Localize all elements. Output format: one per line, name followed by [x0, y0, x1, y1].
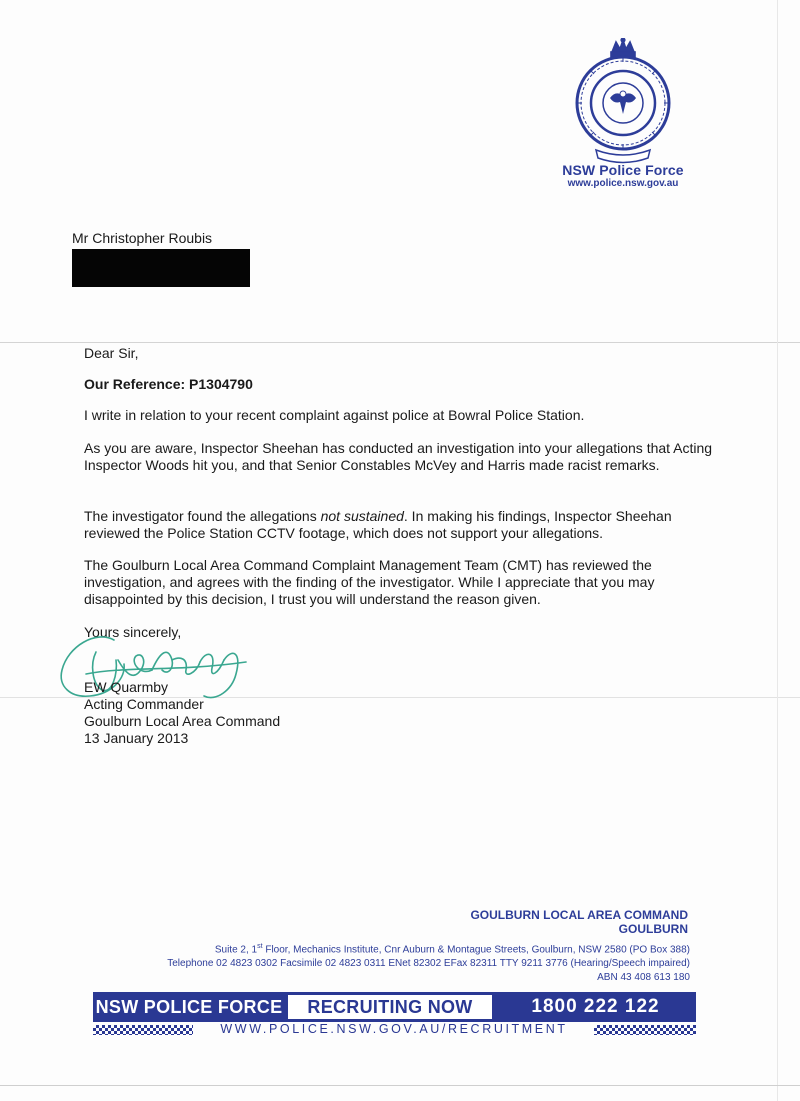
footer-office: [470, 908, 688, 936]
contact-numbers: Telephone 02 4823 0302 Facsimile 02 4823 0311 ENet 82302 EFax 82311 TTY 9211 3776 (Hearing/Speech impaired): [167, 958, 690, 970]
street-address: [167, 940, 690, 957]
checker-pattern: [93, 1025, 193, 1035]
body-paragraph-3: [84, 508, 724, 542]
address-text: Suite 2, 1: [214, 944, 258, 956]
body-paragraph-4: The Goulburn Local Area Command Complaint Management Team (CMT) has reviewed the investigation, and agrees with the finding of the investigator. While I appreciate that you may disappointed by this decision, I trust you will understand the reason given.: [84, 557, 655, 607]
paragraph-text: The investigator found the allegations: [84, 508, 321, 524]
reference-number: Our Reference: P1304790: [84, 376, 253, 392]
office-name: GOULBURN LOCAL AREA COMMAND: [470, 908, 688, 922]
footer-address: [167, 940, 690, 985]
paragraph-text: . In making his findings, Inspector Sheehan reviewed the Police Station CCTV footage, which does not support your allegations.: [84, 508, 672, 541]
brand-name: NSW Police Force: [562, 162, 684, 178]
address-text: Floor, Mechanics Institute, Cnr Auburn & Montague Streets, Goulburn, NSW 2580 (PO Box 388): [262, 944, 690, 956]
banner-force-name: NSW POLICE FORCE: [95, 996, 283, 1017]
closing: Yours sincerely,: [84, 624, 182, 640]
paper-fold-line: [0, 342, 800, 343]
salutation: Dear Sir,: [84, 345, 139, 361]
nsw-police-crest-logo: [560, 38, 686, 168]
brand-url: www.police.nsw.gov.au: [567, 178, 679, 189]
checker-pattern: [594, 1025, 696, 1035]
signatory-title: Acting Commander: [84, 696, 204, 712]
signatory-command: Goulburn Local Area Command: [84, 713, 281, 729]
signatory-name: EW Quarmby: [84, 679, 169, 695]
redacted-address-block: [72, 249, 250, 287]
body-paragraph-2: As you are aware, Inspector Sheehan has conducted an investigation into your allegations that Acting Inspector Woods hit you, and that Senior Constables McVey and Harris made racist remarks.: [84, 440, 713, 473]
office-city: GOULBURN: [618, 922, 688, 936]
recipient-name: Mr Christopher Roubis: [72, 230, 213, 246]
banner-phone-number: 1800 222 122: [531, 996, 660, 1017]
address-superscript: st: [257, 943, 263, 950]
recruiting-banner: [93, 992, 696, 1022]
body-paragraph-1: I write in relation to your recent complaint against police at Bowral Police Station.: [84, 407, 585, 423]
recruitment-url: WWW.POLICE.NSW.GOV.AU/RECRUITMENT: [220, 1022, 568, 1036]
abn: ABN 43 408 613 180: [597, 972, 690, 984]
finding-emphasis: not sustained: [320, 508, 404, 524]
letter-date: 13 January 2013: [84, 730, 189, 746]
banner-recruiting-now: RECRUITING NOW: [285, 992, 495, 1022]
paper-edge: [777, 0, 778, 1101]
paper-edge: [0, 1085, 800, 1086]
